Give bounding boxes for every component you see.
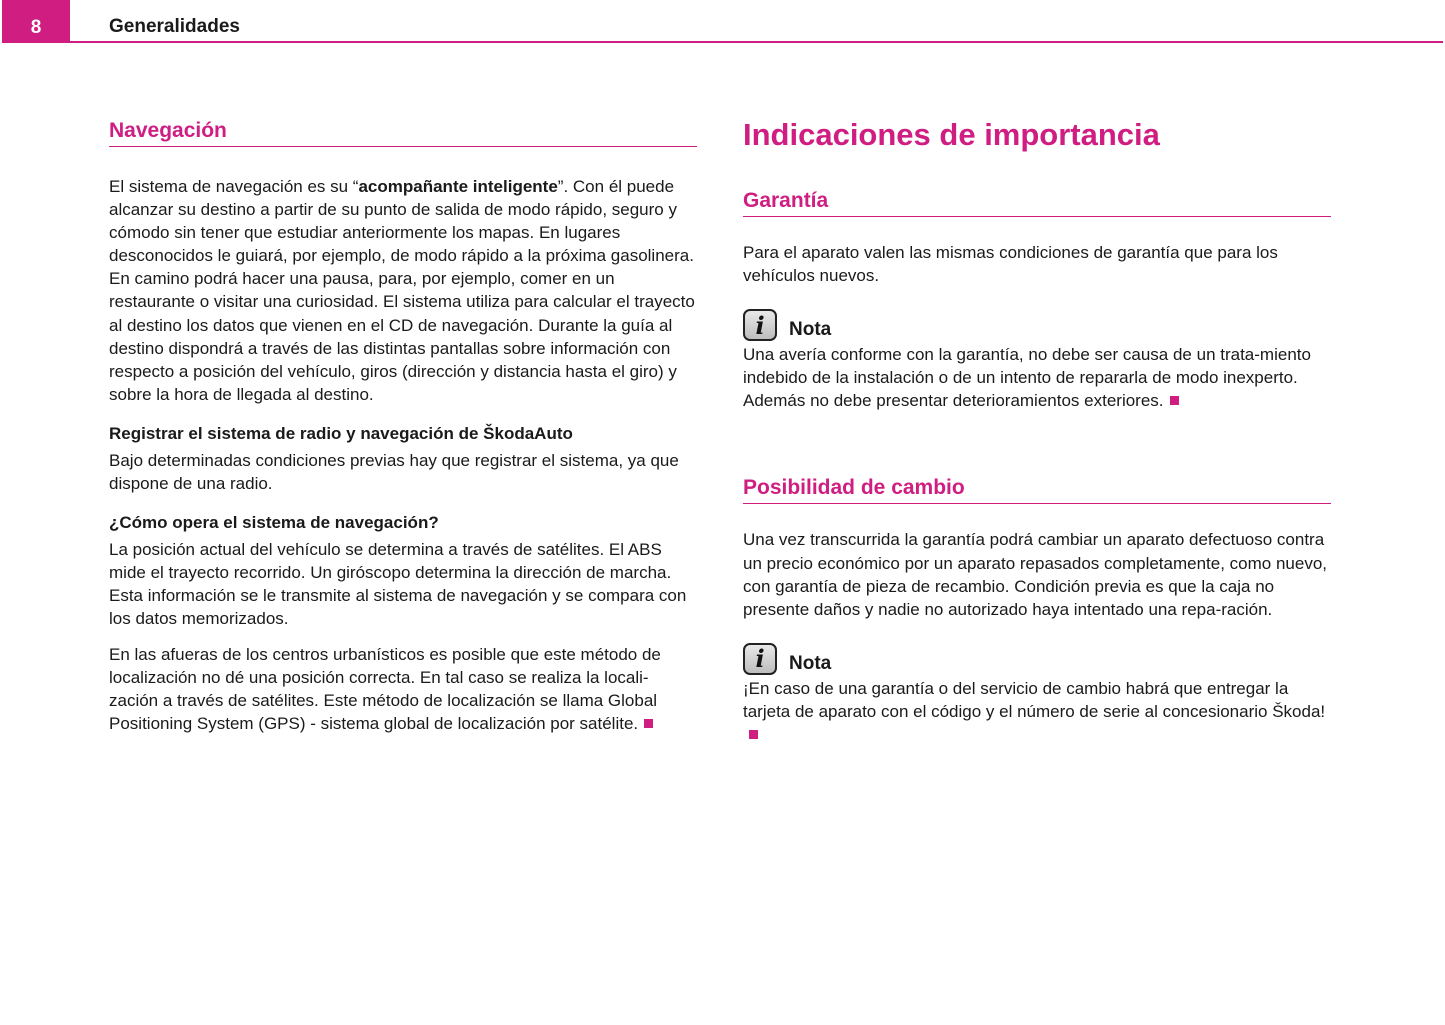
intro-paragraph: El sistema de navegación es su “acompañante inteligente”. Con él puede alcanzar su destino a partir de su punto de salida de modo rápido, seguro y cómodo sin tener que estudiar anteriormente los mapas. En lugares desconocidos le guiará, por ejemplo, de modo rápido a la próxima gasolinera. En camino podrá hacer una pausa, para, por ejemplo, comer en un restaurante o visitar una curiosidad. El sistema utiliza para calcular el trayecto al destino los datos que vienen en el CD de navegación. Durante la guía al destino dispondrá a través de las distintas pantallas sobre información con respecto a posición del vehículo, giros (dirección y distancia hasta el giro) y sobre la hora de llegada al destino. [109,177,695,404]
left-column [109,117,697,735]
note-header-2 [743,643,1331,675]
paragraph-garantia: Para el aparato valen las mismas condiciones de garantía que para los vehículos nuevos. [743,243,1278,286]
note-text-1: Una avería conforme con la garantía, no debe ser causa de un trata-miento indebido de la instalación o de un intento de repararla de modo inexperto. Además no debe presentar deterioramientos exteriores. [743,345,1311,411]
page-main-title: Indicaciones de importancia [743,117,1160,152]
info-icon: i [743,643,777,675]
right-column [743,117,1331,746]
header-rule [2,41,1443,43]
note-header-1 [743,309,1331,341]
paragraph-gps: En las afueras de los centros urbanísticos es posible que este método de localización no dé una posición correcta. En tal caso se realiza la locali-zación a través de satélites. Este método de localización se llama Global Positioning System (GPS) - sistema global de localización por satélite. [109,644,661,733]
section-title-navegacion: Navegación [109,117,697,147]
paragraph-posibilidad-cambio: Una vez transcurrida la garantía podrá cambiar un aparato defectuoso contra un precio económico por un aparato repasados completamente, como nuevo, con garantía de pieza de recambio. Condición previa es que la caja no presente daños y nadie no autorizado haya intentado una repa-ración. [743,530,1328,619]
note-title-1: Nota [789,319,832,341]
end-marker-icon [749,730,758,739]
note-text-2: ¡En caso de una garantía o del servicio de cambio habrá que entregar la tarjeta de aparato con el código y el número de serie al concesionario Škoda! [743,677,1331,746]
info-icon: i [743,309,777,341]
paragraph-como-opera: La posición actual del vehículo se determina a través de satélites. El ABS mide el trayecto recorrido. Un giróscopo determina la dirección de marcha. Esta información se le transmite al sistema de navegación y se compara con los datos memorizados. [109,540,687,629]
subheading-como-opera: ¿Cómo opera el sistema de navegación? [109,513,439,533]
end-marker-icon [1170,396,1179,405]
end-marker-icon [644,719,653,728]
running-title: Generalidades [109,16,240,37]
page-number: 8 [2,0,70,42]
note-title-2: Nota [789,652,832,674]
paragraph-registrar: Bajo determinadas condiciones previas hay que registrar el sistema, ya que dispone de una radio. [109,450,679,494]
section-title-garantia: Garantía [743,187,1331,217]
section-title-posibilidad-cambio: Posibilidad de cambio [743,474,1331,504]
subheading-registrar: Registrar el sistema de radio y navegación de ŠkodaAuto [109,423,573,443]
